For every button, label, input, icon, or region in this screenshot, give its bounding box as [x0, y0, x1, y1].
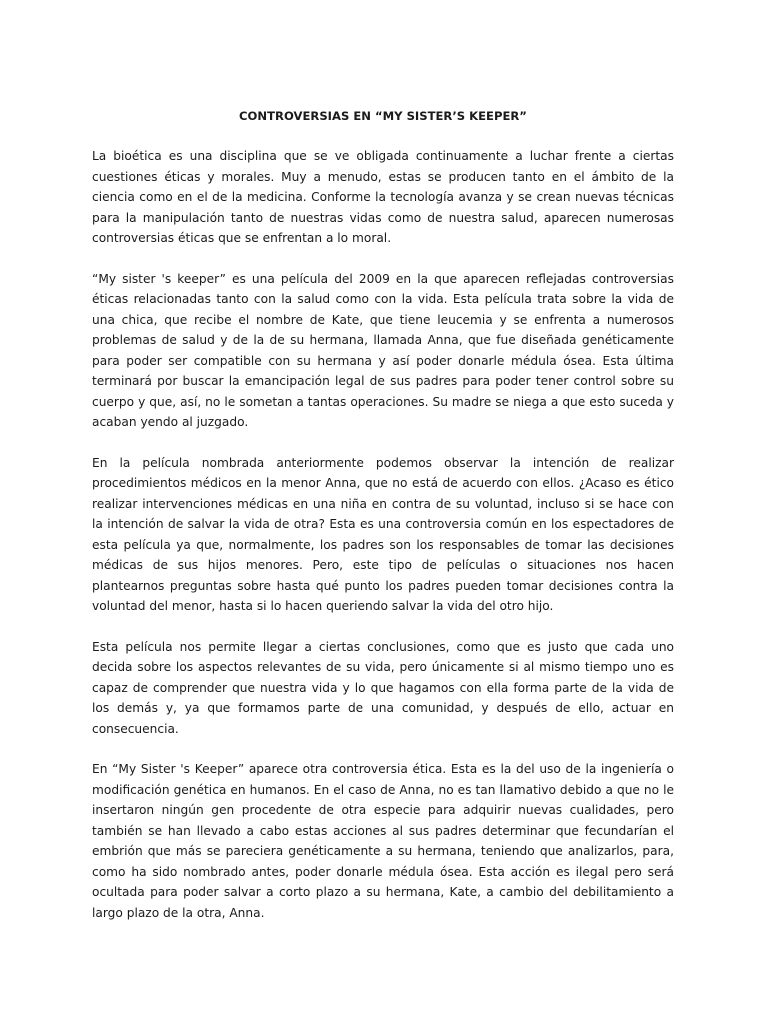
paragraph-genetic-engineering: En “My Sister 's Keeper” aparece otra controversia ética. Esta es la del uso de la ingeniería o modificación genética en humanos. En el caso de Anna, no es tan llamativo debido a que no le insertaron ningún gen procedente de otra especie para adquirir nuevas cualidades, pero también se han llevado a cabo estas acciones al sus padres determinar que fecundarían el embrión que más se pareciera genéticamente a su hermana, teniendo que analizarlos, para, como ha sido nombrado antes, poder donarle médula ósea. Esta acción es ilegal pero será ocultada para poder salvar a corto plazo a su hermana, Kate, a cambio del debilitamiento a largo plazo de la otra, Anna.	[92, 762, 674, 920]
paragraph-medical-procedures: En la película nombrada anteriormente podemos observar la intención de realizar procedimientos médicos en la menor Anna, que no está de acuerdo con ellos. ¿Acaso es ético realizar intervenciones médicas en una niña en contra de su voluntad, incluso si se hace con la intención de salvar la vida de otra? Esta es una controversia común en los espectadores de esta película ya que, normalmente, los padres son los responsables de tomar las decisiones médicas de sus hijos menores. Pero, este tipo de películas o situaciones nos hacen plantearnos preguntas sobre hasta qué punto los padres pueden tomar decisiones contra la voluntad del menor, hasta si lo hacen queriendo salvar la vida del otro hijo.	[92, 455, 674, 613]
paragraph-introduction: La bioética es una disciplina que se ve obligada continuamente a luchar frente a ciertas cuestiones éticas y morales. Muy a menudo, estas se producen tanto en el ámbito de la ciencia como en el de la medicina. Conforme la tecnología avanza y se crean nuevas técnicas para la manipulación tanto de nuestras vidas como de nuestra salud, aparecen numerosas controversias éticas que se enfrentan a lo moral.	[92, 149, 674, 245]
document-body	[92, 106, 674, 943]
paragraph-conclusions: Esta película nos permite llegar a ciertas conclusiones, como que es justo que cada uno decida sobre los aspectos relevantes de su vida, pero únicamente si al mismo tiempo uno es capaz de comprender que nuestra vida y lo que hagamos con ella forma parte de la vida de los demás y, ya que formamos parte de una comunidad, y después de ello, actuar en consecuencia.	[92, 639, 674, 736]
paragraph-film-summary: “My sister 's keeper” es una película del 2009 en la que aparecen reflejadas controversias éticas relacionadas tanto con la salud como con la vida. Esta película trata sobre la vida de una chica, que recibe el nombre de Kate, que tiene leucemia y se enfrenta a numerosos problemas de salud y de la de su hermana, llamada Anna, que fue diseñada genéticamente para poder ser compatible con su hermana y así poder donarle médula ósea. Esta última terminará por buscar la emancipación legal de sus padres para poder tener control sobre su cuerpo y que, así, no le sometan a tantas operaciones. Su madre se niega a que esto suceda y acaban yendo al juzgado.	[92, 271, 674, 429]
document-title: CONTROVERSIAS EN “MY SISTER’S KEEPER”	[239, 109, 527, 123]
